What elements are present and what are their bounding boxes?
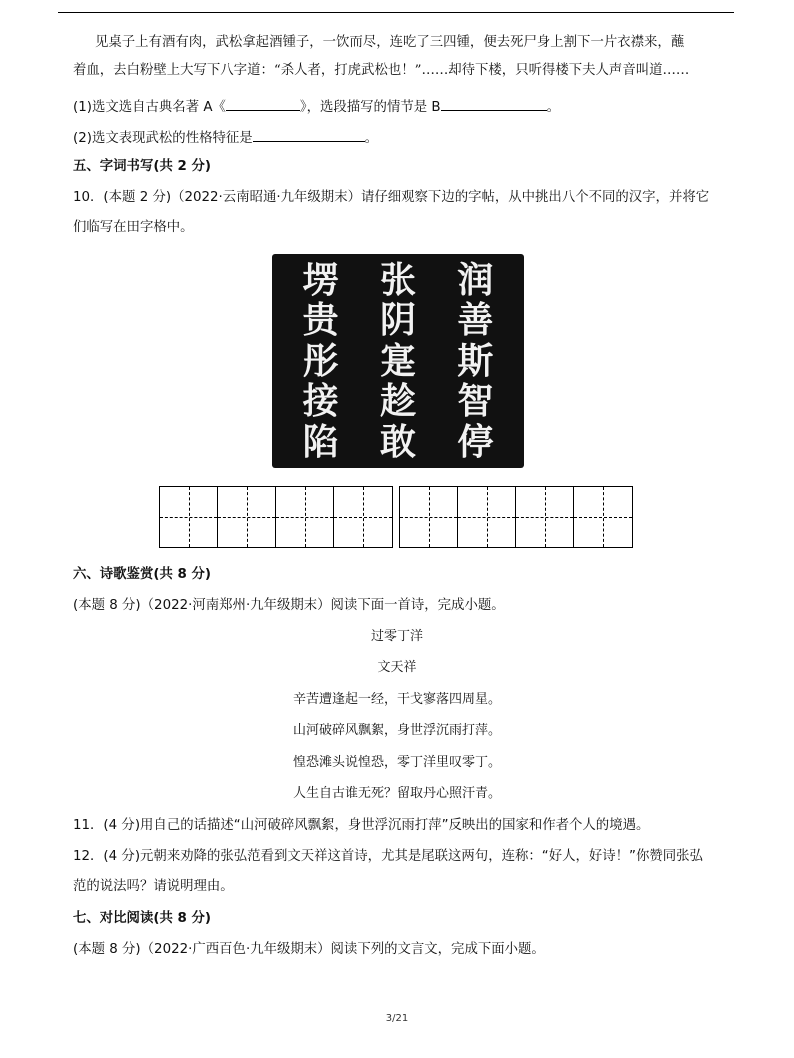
section-5-title: 五、字词书写(共 2 分) (73, 159, 212, 174)
section-7-title: 七、对比阅读(共 8 分) (73, 911, 212, 926)
calligraphy-rubbing (272, 254, 524, 468)
poem-line-1: 辛苦遭逢起一经，干戈寥落四周星。 (292, 692, 501, 707)
rubbing-character: 彤 (302, 339, 339, 382)
question-12-line-2: 范的说法吗？请说明理由。 (73, 879, 234, 894)
rubbing-character-grid (282, 260, 514, 462)
question-10-line-2: 们临写在田字格中。 (73, 220, 194, 235)
passage-line-1: 见桌子上有酒有肉，武松拿起酒锺子，一饮而尽，连吃了三四锺，便去死尸身上割下一片衣襟来，蘸 (95, 35, 685, 50)
rubbing-character: 张 (379, 259, 416, 301)
tianzige-grid-left[interactable] (159, 486, 393, 548)
rubbing-character: 善 (457, 299, 494, 342)
poem-line-2: 山河破碎风飘絮，身世浮沉雨打萍。 (292, 723, 501, 738)
tianzige-cell[interactable] (458, 487, 516, 547)
question-10-line-1: 10．(本题 2 分)（2022·云南昭通·九年级期末）请仔细观察下边的字帖，从中挑出八个不同的汉字，并将它 (73, 190, 710, 205)
rubbing-character: 趁 (379, 380, 416, 423)
tianzige-cell[interactable] (160, 487, 218, 547)
page-number: 3/21 (385, 1013, 409, 1024)
poem-intro: (本题 8 分)（2022·河南郑州·九年级期末）阅读下面一首诗，完成小题。 (73, 598, 505, 613)
tianzige-cell[interactable] (334, 487, 392, 547)
tianzige-cell[interactable] (276, 487, 334, 547)
rubbing-character: 接 (302, 380, 339, 423)
passage-line-2: 着血，去白粉壁上大写下八字道：“杀人者，打虎武松也！”……却待下楼，只听得楼下夫人声音叫道…… (73, 63, 690, 78)
rubbing-character: 寔 (379, 339, 416, 382)
question-12-line-1: 12．(4 分)元朝来劝降的张弘范看到文天祥这首诗，尤其是尾联这两句，连称：“好人，好诗！”你赞同张弘 (73, 849, 703, 864)
poem-line-3: 惶恐滩头说惶恐，零丁洋里叹零丁。 (292, 755, 501, 770)
question-last-intro: (本题 8 分)（2022·广西百色·九年级期末）阅读下列的文言文，完成下面小题。 (73, 942, 545, 957)
tianzige-cell[interactable] (218, 487, 276, 547)
rubbing-character: 阴 (379, 299, 416, 342)
poem-author: 文天祥 (377, 660, 417, 675)
rubbing-character: 敢 (379, 420, 416, 463)
question-2: (2)选文表现武松的性格特征是 。 (73, 128, 378, 148)
question-1: (1)选文选自古典名著 A《 》，选段描写的情节是 B 。 (73, 97, 560, 117)
section-6-title: 六、诗歌鉴赏(共 8 分) (73, 567, 212, 582)
rubbing-character: 陷 (302, 420, 339, 463)
header-rule (58, 12, 734, 13)
answer-blank-b[interactable] (441, 97, 547, 111)
tianzige-cell[interactable] (574, 487, 632, 547)
poem-title: 过零丁洋 (370, 629, 423, 644)
tianzige-cell[interactable] (516, 487, 574, 547)
rubbing-character: 润 (457, 259, 494, 301)
poem-line-4: 人生自古谁无死？留取丹心照汗青。 (292, 786, 501, 801)
rubbing-character: 智 (457, 380, 494, 423)
answer-blank-a[interactable] (226, 97, 300, 111)
rubbing-character: 斯 (457, 339, 494, 382)
tianzige-cell[interactable] (400, 487, 458, 547)
tianzige-grid-right[interactable] (399, 486, 633, 548)
rubbing-character: 停 (457, 420, 494, 463)
answer-blank-c[interactable] (253, 128, 365, 142)
question-11: 11．(4 分)用自己的话描述“山河破碎风飘絮，身世浮沉雨打萍”反映出的国家和作者个人的境遇。 (73, 818, 650, 833)
rubbing-character: 贵 (302, 299, 339, 342)
rubbing-character: 塄 (302, 259, 339, 301)
